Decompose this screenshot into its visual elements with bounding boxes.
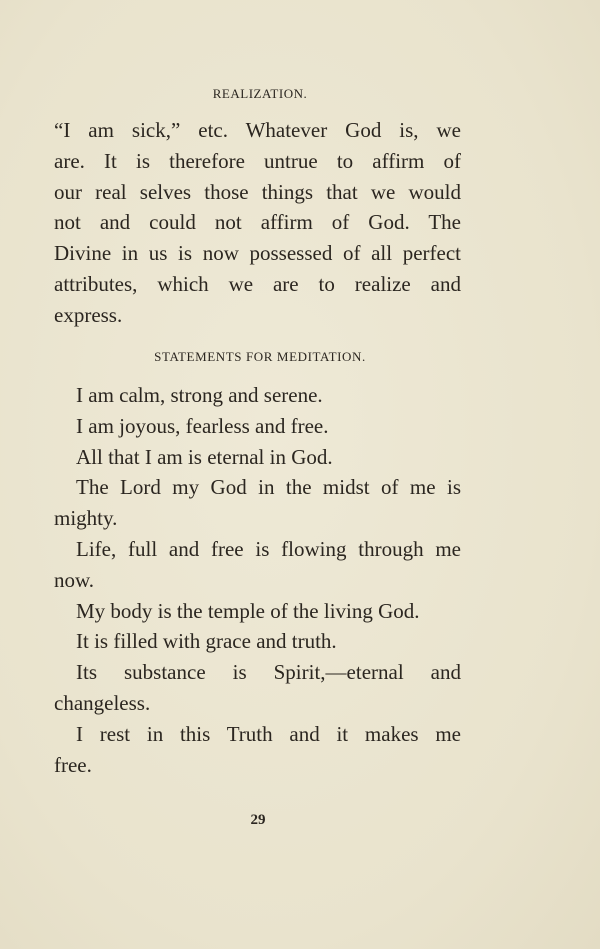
text-line: not and could not affirm of God. The (54, 210, 461, 235)
subheading: STATEMENTS FOR MEDITATION. (154, 349, 366, 364)
statements-list (54, 380, 461, 780)
text-line: our real selves those things that we would (54, 179, 461, 204)
text-line: “I am sick,” etc. Whatever God is, we (54, 118, 461, 142)
text-line: attributes, which we are to realize and (54, 271, 461, 296)
statement-line: My body is the temple of the living God. (76, 598, 420, 623)
statement-line: free. (54, 752, 92, 777)
statement-line: It is filled with grace and truth. (76, 629, 337, 654)
statement-line: Its substance is Spirit,—eternal and (76, 660, 461, 685)
text-line: express. (54, 302, 123, 327)
running-head: REALIZATION. (212, 86, 308, 101)
statement-line: The Lord my God in the midst of me is (76, 475, 461, 500)
statement-line: mighty. (54, 506, 118, 531)
statement-line: changeless. (54, 690, 151, 715)
statement-line: I rest in this Truth and it makes me (76, 721, 461, 746)
text-line: Divine in us is now possessed of all perfect (54, 241, 461, 266)
page-number: 29 (250, 812, 266, 828)
body-paragraph (54, 115, 461, 331)
statement-line: I am calm, strong and serene. (76, 383, 323, 407)
statement-line: I am joyous, fearless and free. (76, 413, 329, 438)
statement-line: now. (54, 567, 95, 592)
statement-line: All that I am is eternal in God. (76, 444, 333, 469)
text-line: are. It is therefore untrue to affirm of (54, 148, 461, 173)
statement-line: Life, full and free is flowing through me (76, 536, 461, 561)
